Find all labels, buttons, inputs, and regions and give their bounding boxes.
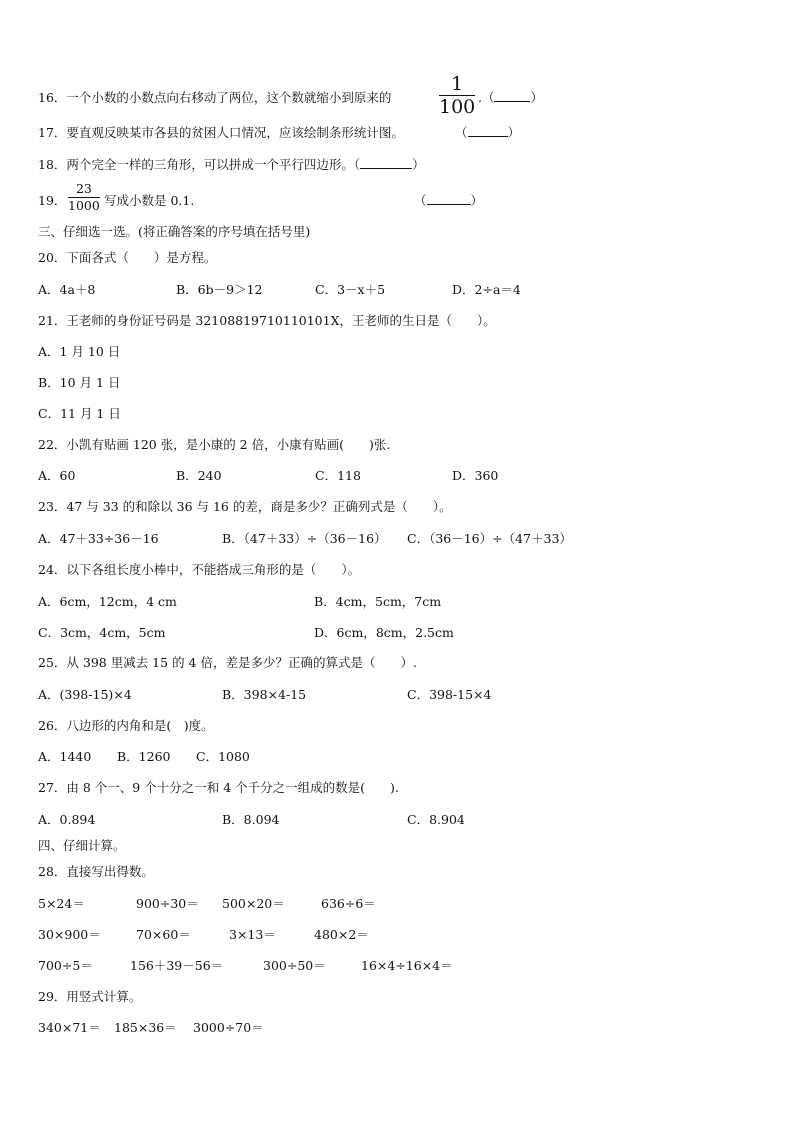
calc-item: 700÷5＝ <box>38 958 93 973</box>
calc-item: 300÷50＝ <box>263 958 326 973</box>
calc-item: 185×36＝ <box>114 1020 177 1035</box>
question-23-stem: 23．47 与 33 的和除以 36 与 16 的差，商是多少？正确列式是（ ）。 <box>38 499 452 514</box>
calc-item: 636÷6＝ <box>321 896 376 911</box>
question-26-option-b[interactable]: B．1260 <box>117 749 171 764</box>
calc-item: 70×60＝ <box>136 927 191 942</box>
question-24-option-d[interactable]: D．6cm，8cm，2.5cm <box>314 625 454 640</box>
question-17 <box>38 125 404 141</box>
question-28-stem: 28．直接写出得数。 <box>38 864 154 879</box>
question-20-option-b[interactable]: B．6b－9＞12 <box>176 282 263 297</box>
question-19-answer <box>414 193 483 209</box>
calc-item: 500×20＝ <box>222 896 285 911</box>
question-20-option-d[interactable]: D．2÷a＝4 <box>452 282 521 297</box>
question-24-stem: 24．以下各组长度小棒中，不能搭成三角形的是（ ）。 <box>38 562 361 577</box>
question-26-option-a[interactable]: A．1440 <box>38 749 92 764</box>
answer-close-paren: ） <box>530 90 543 105</box>
question-16 <box>38 90 391 106</box>
question-22-option-d[interactable]: D．360 <box>452 468 499 483</box>
answer-blank[interactable] <box>494 90 530 102</box>
question-21-stem: 21．王老师的身份证号码是 32108819710110101X，王老师的生日是（ ）。 <box>38 313 496 328</box>
calc-item: 30×900＝ <box>38 927 101 942</box>
question-29-stem: 29．用竖式计算。 <box>38 989 142 1004</box>
answer-close-paren: ） <box>470 193 484 208</box>
question-16-answer <box>478 90 543 106</box>
question-21-option-b[interactable]: B．10 月 1 日 <box>38 375 121 390</box>
calc-item: 156＋39－56＝ <box>130 958 224 973</box>
question-27-option-c[interactable]: C．8.904 <box>407 812 465 827</box>
question-27-option-b[interactable]: B．8.094 <box>222 812 280 827</box>
calc-item: 3000÷70＝ <box>193 1020 264 1035</box>
question-18 <box>38 157 425 173</box>
answer-blank[interactable] <box>468 125 508 137</box>
question-23-option-b[interactable]: B．（47＋33）÷（36－16） <box>222 531 387 546</box>
question-20-option-c[interactable]: C．3－x＋5 <box>315 282 386 297</box>
question-17-text: 17．要直观反映某市各县的贫困人口情况，应该绘制条形统计图。 <box>38 125 404 140</box>
answer-open-paren: （ <box>414 193 427 208</box>
question-16-text: 16．一个小数的小数点向右移动了两位，这个数就缩小到原来的 <box>38 90 392 105</box>
question-24-option-b[interactable]: B．4cm，5cm，7cm <box>314 594 442 609</box>
question-26-stem: 26．八边形的内角和是( )度。 <box>38 718 214 733</box>
question-18-text: 18．两个完全一样的三角形，可以拼成一个平行四边形。（ <box>38 157 361 172</box>
question-23-option-a[interactable]: A．47＋33÷36－16 <box>38 531 159 546</box>
answer-open-paren: （ <box>455 125 468 140</box>
question-19-fraction <box>68 183 100 212</box>
answer-close-paren: ） <box>412 157 425 172</box>
question-17-answer <box>455 125 520 141</box>
fraction-numerator: 1 <box>451 73 464 95</box>
fraction-denominator: 1000 <box>68 197 100 213</box>
question-21-option-a[interactable]: A．1 月 10 日 <box>38 344 121 359</box>
question-22-stem: 22．小凯有贴画 120 张，是小康的 2 倍，小康有贴画( )张. <box>38 437 391 452</box>
question-19-number: 19． <box>38 193 67 208</box>
calc-item: 900÷30＝ <box>136 896 199 911</box>
question-20-option-a[interactable]: A．4a＋8 <box>38 282 96 297</box>
calc-item: 5×24＝ <box>38 896 85 911</box>
answer-blank[interactable] <box>360 157 412 169</box>
calc-item: 480×2＝ <box>314 927 369 942</box>
question-27-stem: 27．由 8 个一、9 个十分之一和 4 个千分之一组成的数是( ). <box>38 780 399 795</box>
question-25-option-a[interactable]: A．(398-15)×4 <box>38 687 132 702</box>
fraction-denominator: 100 <box>439 96 476 118</box>
question-27-option-a[interactable]: A．0.894 <box>38 812 96 827</box>
calc-item: 16×4÷16×4＝ <box>361 958 453 973</box>
question-24-option-c[interactable]: C．3cm，4cm，5cm <box>38 625 166 640</box>
question-19-prefix <box>38 193 66 209</box>
calc-item: 340×71＝ <box>38 1020 101 1035</box>
question-25-stem: 25．从 398 里减去 15 的 4 倍，差是多少？正确的算式是（ ）. <box>38 655 417 670</box>
answer-blank[interactable] <box>427 193 471 205</box>
question-22-option-a[interactable]: A．60 <box>38 468 76 483</box>
question-25-option-b[interactable]: B．398×4-15 <box>222 687 307 702</box>
answer-open-paren: .（ <box>478 90 495 105</box>
question-21-option-c[interactable]: C．11 月 1 日 <box>38 406 121 421</box>
calc-item: 3×13＝ <box>229 927 276 942</box>
question-26-option-c[interactable]: C．1080 <box>196 749 250 764</box>
question-24-option-a[interactable]: A．6cm，12cm，4 cm <box>38 594 177 609</box>
section-3-heading: 三、仔细选一选。(将正确答案的序号填在括号里) <box>38 224 311 239</box>
question-20-stem: 20．下面各式（ ）是方程。 <box>38 250 217 265</box>
question-22-option-b[interactable]: B．240 <box>176 468 222 483</box>
question-16-fraction <box>439 75 475 117</box>
section-4-heading: 四、仔细计算。 <box>38 838 126 853</box>
fraction-numerator: 23 <box>75 181 92 196</box>
question-25-option-c[interactable]: C．398-15×4 <box>407 687 492 702</box>
question-19-text: 写成小数是 0.1. <box>104 193 195 208</box>
answer-close-paren: ） <box>507 125 521 140</box>
question-23-option-c[interactable]: C．（36－16）÷（47＋33） <box>407 531 572 546</box>
question-22-option-c[interactable]: C．118 <box>315 468 361 483</box>
